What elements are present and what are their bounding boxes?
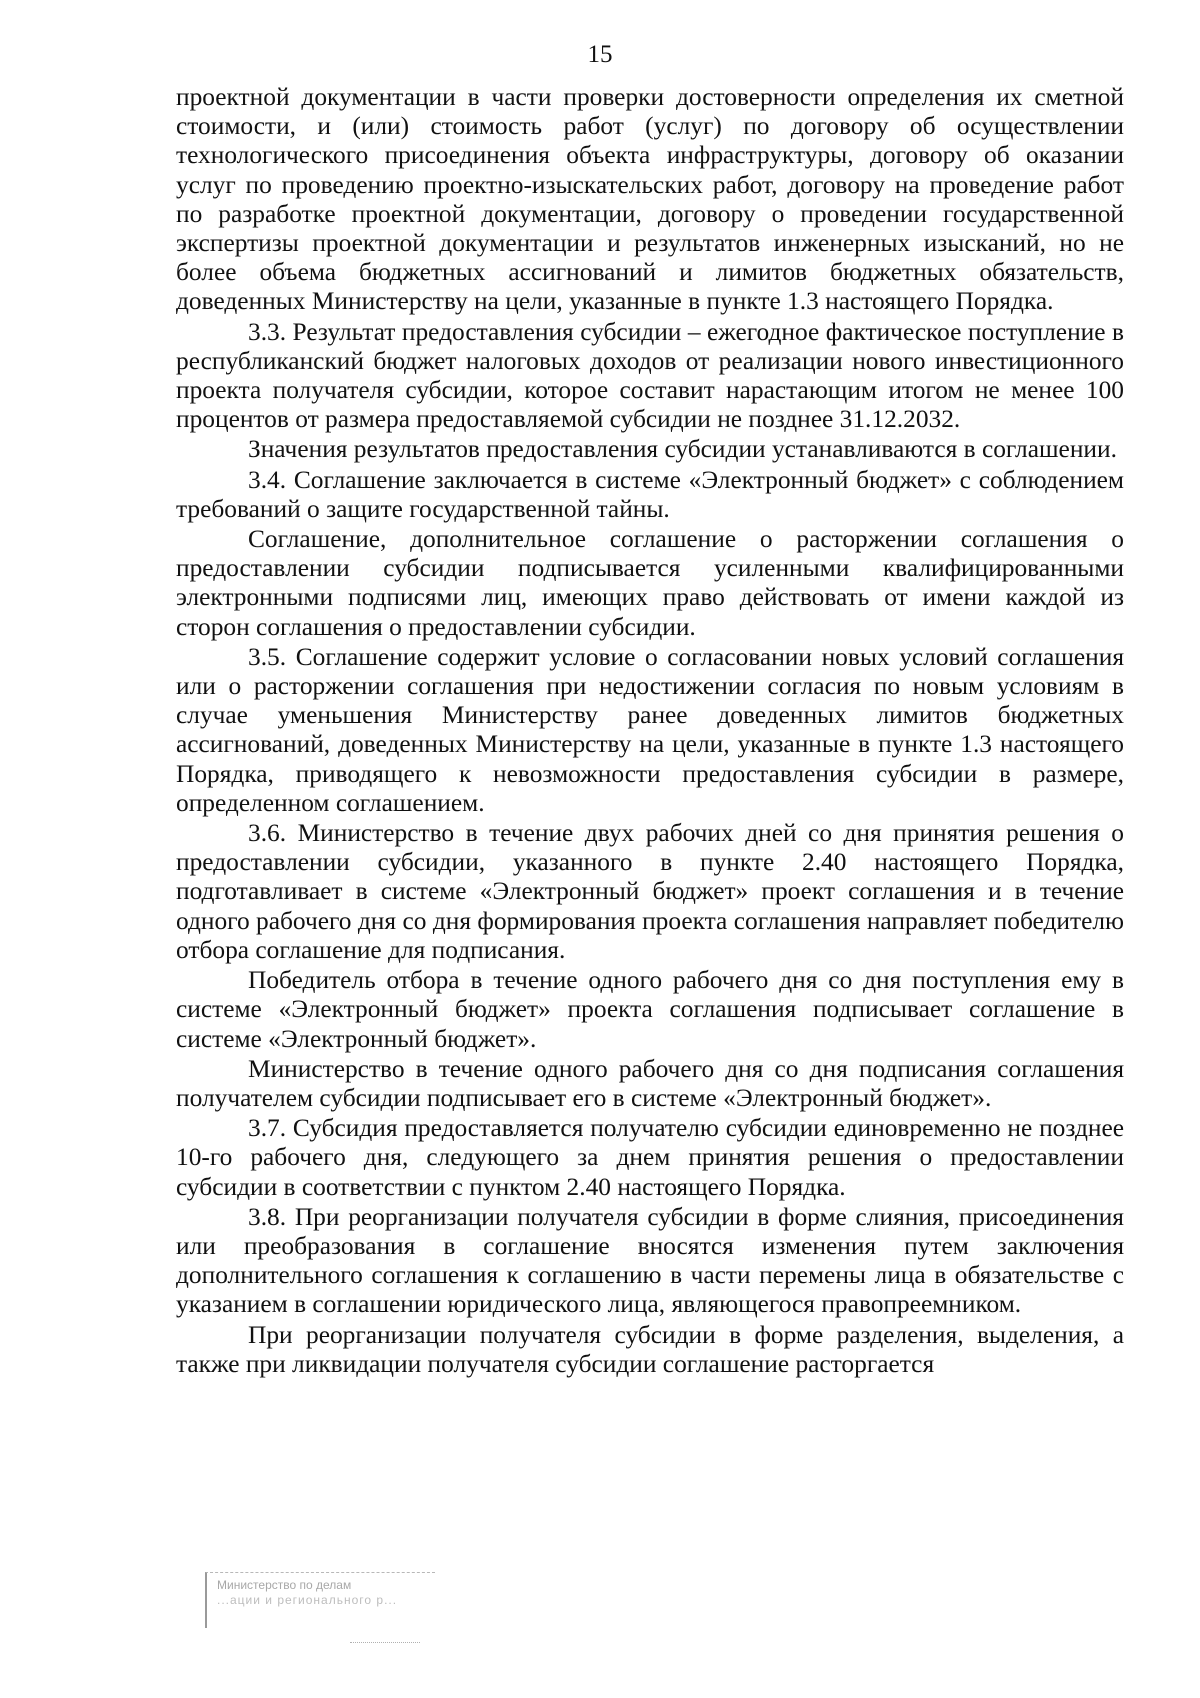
stamp-dotted-mark bbox=[350, 1642, 420, 1647]
paragraph-3-8: 3.8. При реорганизации получателя субсидии в форме слияния, присоединения или преобразования в соглашение вносятся изменения путем заключения дополнительного соглашения к соглашению в части перемены лица в обязательстве с указанием в соглашении юридического лица, являющегося правопреемником. bbox=[176, 1202, 1124, 1319]
paragraph-reorganization: При реорганизации получателя субсидии в форме разделения, выделения, а также при ликвидации получателя субсидии соглашение расторгается bbox=[176, 1320, 1124, 1378]
paragraph-ministry-signs: Министерство в течение одного рабочего дня со дня подписания соглашения получателем субсидии подписывает его в системе «Электронный бюджет». bbox=[176, 1054, 1124, 1112]
paragraph-signatures: Соглашение, дополнительное соглашение о расторжении соглашения о предоставлении субсидии подписывается усиленными квалифицированными электронными подписями лиц, имеющих право действовать от имени каждой из сторон соглашения о предоставлении субсидии. bbox=[176, 525, 1124, 641]
document-body bbox=[176, 83, 1124, 1380]
paragraph-3-3: 3.3. Результат предоставления субсидии – ежегодное фактическое поступление в республиканский бюджет налоговых доходов от реализации нового инвестиционного проекта получателя субсидии, которое составит нарастающим итогом не менее 100 процентов от размера предоставляемой субсидии не позднее 31.12.2032. bbox=[176, 317, 1124, 434]
paragraph-3-4: 3.4. Соглашение заключается в системе «Электронный бюджет» с соблюдением требований о защите государственной тайны. bbox=[176, 465, 1124, 523]
paragraph-continuation: проектной документации в части проверки достоверности определения их сметной стоимости, и (или) стоимость работ (услуг) по договору об осуществлении технологического присоединения объекта инфраструктуры, договору об оказании услуг по проведению проектно-изыскательских работ, договору на проведение работ по разработке проектной документации, договору о проведении государственной экспертизы проектной документации и результатов инженерных изысканий, но не более объема бюджетных ассигнований и лимитов бюджетных обязательств, доведенных Министерству на цели, указанные в пункте 1.3 настоящего Порядка. bbox=[176, 83, 1124, 316]
paragraph-result-values: Значения результатов предоставления субсидии устанавливаются в соглашении. bbox=[248, 435, 1117, 464]
page-number: 15 bbox=[587, 41, 613, 68]
faded-stamp bbox=[205, 1572, 435, 1628]
paragraph-3-6: 3.6. Министерство в течение двух рабочих дней со дня принятия решения о предоставлении субсидии, указанного в пункте 2.40 настоящего Порядка, подготавливает в системе «Электронный бюджет» проект соглашения и в течение одного рабочего дня со дня формирования проекта соглашения направляет победителю отбора соглашение для подписания. bbox=[176, 819, 1124, 964]
stamp-line-1: Министерство по делам bbox=[217, 1578, 352, 1592]
stamp-line-2: ...ации и регионального р... bbox=[217, 1593, 398, 1607]
paragraph-winner-signs: Победитель отбора в течение одного рабочего дня со дня поступления ему в системе «Электронный бюджет» проекта соглашения подписывает соглашение в системе «Электронный бюджет». bbox=[176, 966, 1124, 1053]
paragraph-3-5: 3.5. Соглашение содержит условие о согласовании новых условий соглашения или о расторжении соглашения при недостижении согласия по новым условиям в случае уменьшения Министерству ранее доведенных лимитов бюджетных ассигнований, доведенных Министерству на цели, указанные в пункте 1.3 настоящего Порядка, приводящего к невозможности предоставления субсидии в размере, определенном соглашением. bbox=[176, 642, 1124, 817]
paragraph-3-7: 3.7. Субсидия предоставляется получателю субсидии единовременно не позднее 10-го рабочего дня, следующего за днем принятия решения о предоставлении субсидии в соответствии с пунктом 2.40 настоящего Порядка. bbox=[176, 1114, 1124, 1201]
